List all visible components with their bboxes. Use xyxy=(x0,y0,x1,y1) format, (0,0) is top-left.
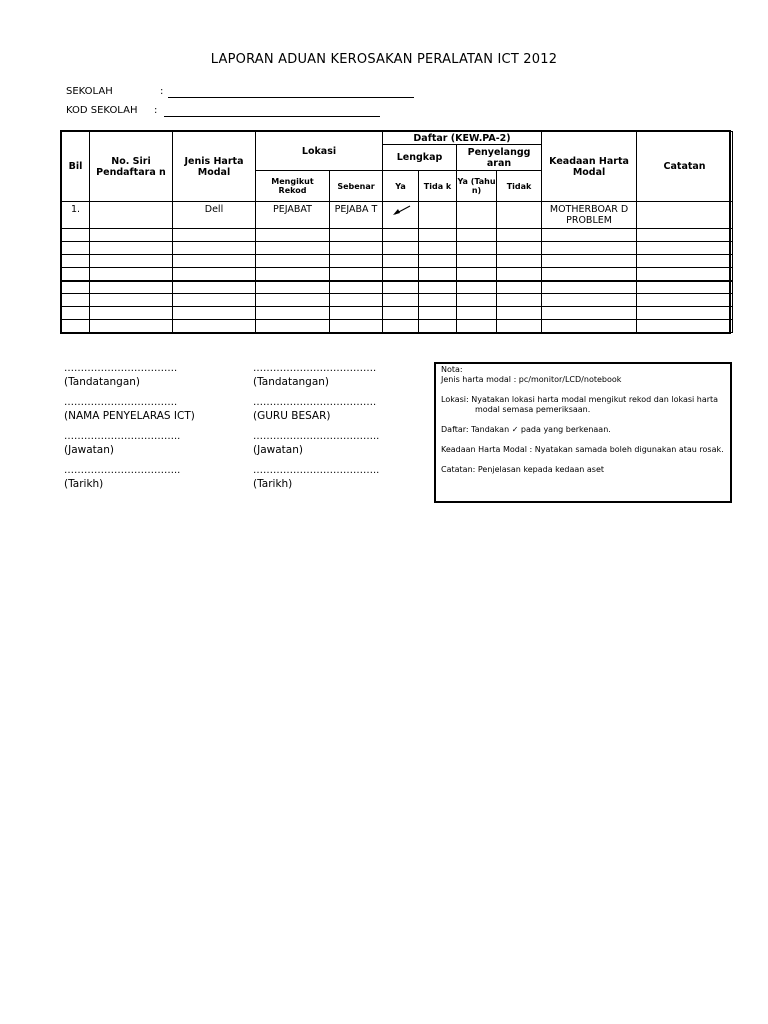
cell-jenis[interactable]: Dell xyxy=(173,202,256,229)
signature-dots: …………………………….. xyxy=(64,431,181,442)
signature-tarikh-penyelaras[interactable] xyxy=(64,466,195,500)
cell-bil[interactable]: 1. xyxy=(62,202,90,229)
table-row xyxy=(62,268,733,281)
page-title: LAPORAN ADUAN KEROSAKAN PERALATAN ICT 2012 xyxy=(210,52,558,67)
signature-label: (Jawatan) xyxy=(64,444,114,456)
signature-tarikh-guru-besar[interactable] xyxy=(253,466,379,500)
signature-label: (GURU BESAR) xyxy=(253,410,331,422)
signature-dots: ……………………………. xyxy=(64,397,178,408)
table-row xyxy=(62,307,733,320)
signature-left xyxy=(64,364,195,500)
signature-dots: ……………………………….. xyxy=(253,431,380,442)
complaint-table xyxy=(61,131,733,333)
signature-dots: ……………………………. xyxy=(64,363,178,374)
cell-tidak-lengkap[interactable] xyxy=(419,202,457,229)
signature-label: (Tarikh) xyxy=(253,478,293,490)
header-ya-tahun: Ya (Tahu n) xyxy=(457,171,497,202)
cell-keadaan[interactable]: MOTHERBOAR D PROBLEM xyxy=(542,202,637,229)
signature-dots: ………………………………. xyxy=(253,397,377,408)
cell-tidak-penyelenggaraan[interactable] xyxy=(497,202,542,229)
kod-sekolah-row xyxy=(66,105,158,116)
table-row xyxy=(62,202,733,229)
header-jenis: Jenis Harta Modal xyxy=(173,132,256,202)
kod-sekolah-label: KOD SEKOLAH xyxy=(66,105,138,116)
signature-nama-guru-besar[interactable] xyxy=(253,398,379,432)
signature-jawatan-guru-besar[interactable] xyxy=(253,432,379,466)
table-row xyxy=(62,281,733,294)
header-lokasi: Lokasi xyxy=(256,132,383,171)
signature-label: (NAMA PENYELARAS ICT) xyxy=(64,410,195,422)
signature-dots: …………………………….. xyxy=(64,465,181,476)
nota-catatan: Catatan: Penjelasan kepada kedaan aset xyxy=(441,465,605,474)
cell-ya[interactable] xyxy=(383,202,419,229)
nota-keadaan: Keadaan Harta Modal : Nyatakan samada boleh digunakan atau rosak. xyxy=(441,445,724,454)
kod-sekolah-line[interactable] xyxy=(164,116,380,117)
signature-right xyxy=(253,364,379,500)
cell-no-siri[interactable] xyxy=(90,202,173,229)
signature-label: (Jawatan) xyxy=(253,444,303,456)
header-no-siri: No. Siri Pendaftara n xyxy=(90,132,173,202)
signature-label: (Tandatangan) xyxy=(253,376,330,388)
sekolah-line[interactable] xyxy=(168,97,414,98)
cell-sebenar[interactable]: PEJABA T xyxy=(330,202,383,229)
cell-catatan[interactable] xyxy=(637,202,733,229)
header-tidak: Tidak xyxy=(497,171,542,202)
cell-ya-tahun[interactable] xyxy=(457,202,497,229)
nota-heading: Nota: xyxy=(441,365,463,374)
nota-jenis: Jenis harta modal : pc/monitor/LCD/notebook xyxy=(441,375,622,384)
sekolah-colon: : xyxy=(160,86,164,97)
header-sebenar: Sebenar xyxy=(330,171,383,202)
signature-label: (Tarikh) xyxy=(64,478,104,490)
header-lengkap: Lengkap xyxy=(383,145,457,171)
header-keadaan: Keadaan Harta Modal xyxy=(542,132,637,202)
header-tidak-short: Tida k xyxy=(419,171,457,202)
signature-dots: ……………………………….. xyxy=(253,465,380,476)
header-bil: Bil xyxy=(62,132,90,202)
checkmark-arrow-icon xyxy=(390,204,412,216)
table-row xyxy=(62,320,733,333)
header-mengikut-rekod: Mengikut Rekod xyxy=(256,171,330,202)
nota-lokasi-cont: modal semasa pemeriksaan. xyxy=(475,405,591,414)
signature-tandatangan-penyelaras[interactable] xyxy=(64,364,195,398)
nota-box xyxy=(434,362,732,503)
nota-daftar: Daftar: Tandakan ✓ pada yang berkenaan. xyxy=(441,425,611,434)
kod-sekolah-colon: : xyxy=(154,105,158,116)
header-daftar: Daftar (KEW.PA-2) xyxy=(383,132,542,145)
signature-dots: ………………………………. xyxy=(253,363,377,374)
nota-lokasi: Lokasi: Nyatakan lokasi harta modal mengikut rekod dan lokasi harta xyxy=(441,395,719,404)
signature-jawatan-penyelaras[interactable] xyxy=(64,432,195,466)
table-row xyxy=(62,294,733,307)
sekolah-row xyxy=(66,86,164,97)
signature-label: (Tandatangan) xyxy=(64,376,141,388)
table-row xyxy=(62,229,733,242)
cell-mengikut-rekod[interactable]: PEJABAT xyxy=(256,202,330,229)
header-ya: Ya xyxy=(383,171,419,202)
table-row xyxy=(62,242,733,255)
sekolah-label: SEKOLAH xyxy=(66,86,113,97)
header-catatan: Catatan xyxy=(637,132,733,202)
table-row xyxy=(62,255,733,268)
signature-nama-penyelaras[interactable] xyxy=(64,398,195,432)
signature-tandatangan-guru-besar[interactable] xyxy=(253,364,379,398)
header-penyelenggaraan: Penyelangg aran xyxy=(457,145,542,171)
